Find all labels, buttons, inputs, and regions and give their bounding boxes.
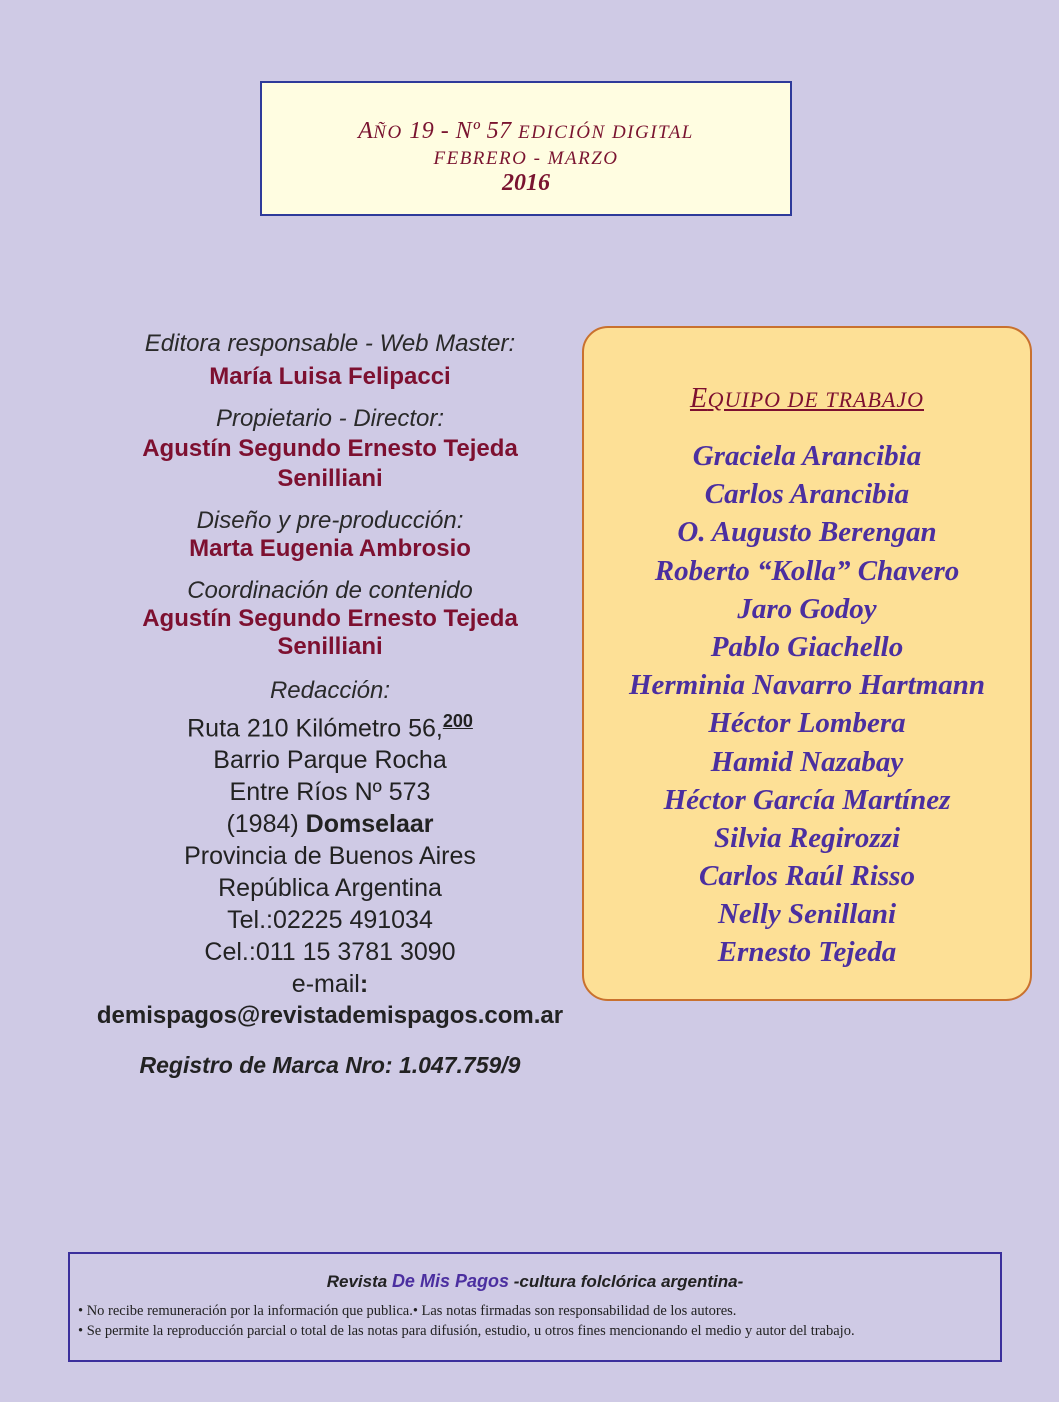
telephone: Tel.:02225 491034: [227, 906, 433, 935]
team-member: Jaro Godoy: [737, 592, 877, 625]
owner-role: Propietario - Director:: [215, 405, 445, 432]
address-line-5: Provincia de Buenos Aires: [184, 842, 476, 871]
team-list: [584, 437, 1030, 972]
edition-box: [260, 81, 792, 216]
edition-months: FEBRERO - MARZO: [433, 148, 619, 169]
team-member: Roberto “Kolla” Chavero: [654, 554, 960, 587]
owner-name-cont: Senilliani: [277, 465, 383, 492]
address-line-3: Entre Ríos Nº 573: [229, 778, 431, 807]
team-member: O. Augusto Berengan: [677, 516, 937, 549]
coord-name: Agustín Segundo Ernesto Tejeda: [142, 605, 518, 632]
team-member: Pablo Giachello: [710, 630, 904, 663]
footer-heading: Revista De Mis Pagos -cultura folclórica argentina-: [326, 1271, 744, 1291]
team-member: Carlos Raúl Risso: [699, 860, 915, 893]
design-role: Diseño y pre-producción:: [196, 507, 464, 534]
coord-name-cont: Senilliani: [277, 633, 383, 660]
team-member: Hamid Nazabay: [710, 745, 904, 778]
address-line-4: (1984) Domselaar: [226, 810, 434, 839]
team-member: Silvia Regirozzi: [713, 821, 901, 854]
team-member: Graciela Arancibia: [692, 440, 922, 472]
address-line-6: República Argentina: [218, 874, 442, 903]
trademark-registry: Registro de Marca Nro: 1.047.759/9: [139, 1052, 521, 1079]
edition-year: 2016: [502, 170, 550, 196]
footer-box: [68, 1252, 1002, 1362]
magazine-name: De Mis Pagos: [391, 1271, 509, 1291]
address-line-1: Ruta 210 Kilómetro 56,$^{200}$: [187, 711, 473, 743]
team-member: Nelly Senillani: [717, 898, 897, 931]
city-name: Domselaar: [305, 810, 434, 839]
email-link[interactable]: demispagos@revistademispagos.com.ar: [96, 1002, 564, 1030]
address-superscript: 200: [442, 711, 473, 731]
cellphone: Cel.:011 15 3781 3090: [204, 938, 456, 967]
team-member: Héctor Lombera: [708, 707, 906, 740]
coord-role: Coordinación de contenido: [187, 577, 473, 604]
editor-name: María Luisa Felipacci: [209, 363, 451, 390]
design-name: Marta Eugenia Ambrosio: [189, 535, 471, 562]
team-member: Herminia Navarro Hartmann: [628, 669, 986, 702]
team-box: [582, 326, 1032, 1001]
team-title: EQUIPO DE TRABAJO: [689, 383, 924, 414]
edition-number: AÑO 19 - Nº 57 EDICIÓN DIGITAL: [358, 118, 694, 144]
owner-name: Agustín Segundo Ernesto Tejeda: [142, 435, 518, 462]
team-member: Héctor García Martínez: [663, 783, 951, 816]
email-label: e-mail:: [291, 970, 369, 999]
footer-note: • No recibe remuneración por la información que publica.• Las notas firmadas son responsabilidad de los autores.: [78, 1303, 737, 1319]
team-member: Carlos Arancibia: [704, 478, 910, 511]
footer-note: • Se permite la reproducción parcial o total de las notas para difusión, estudio, u otros fines mencionando el medio y autor del trabajo.: [78, 1323, 855, 1339]
redaccion-role: Redacción:: [269, 677, 391, 704]
address-line-2: Barrio Parque Rocha: [213, 746, 447, 775]
credits-column: [70, 330, 590, 1079]
editor-role: Editora responsable - Web Master:: [144, 330, 516, 357]
team-member: Ernesto Tejeda: [717, 936, 897, 969]
